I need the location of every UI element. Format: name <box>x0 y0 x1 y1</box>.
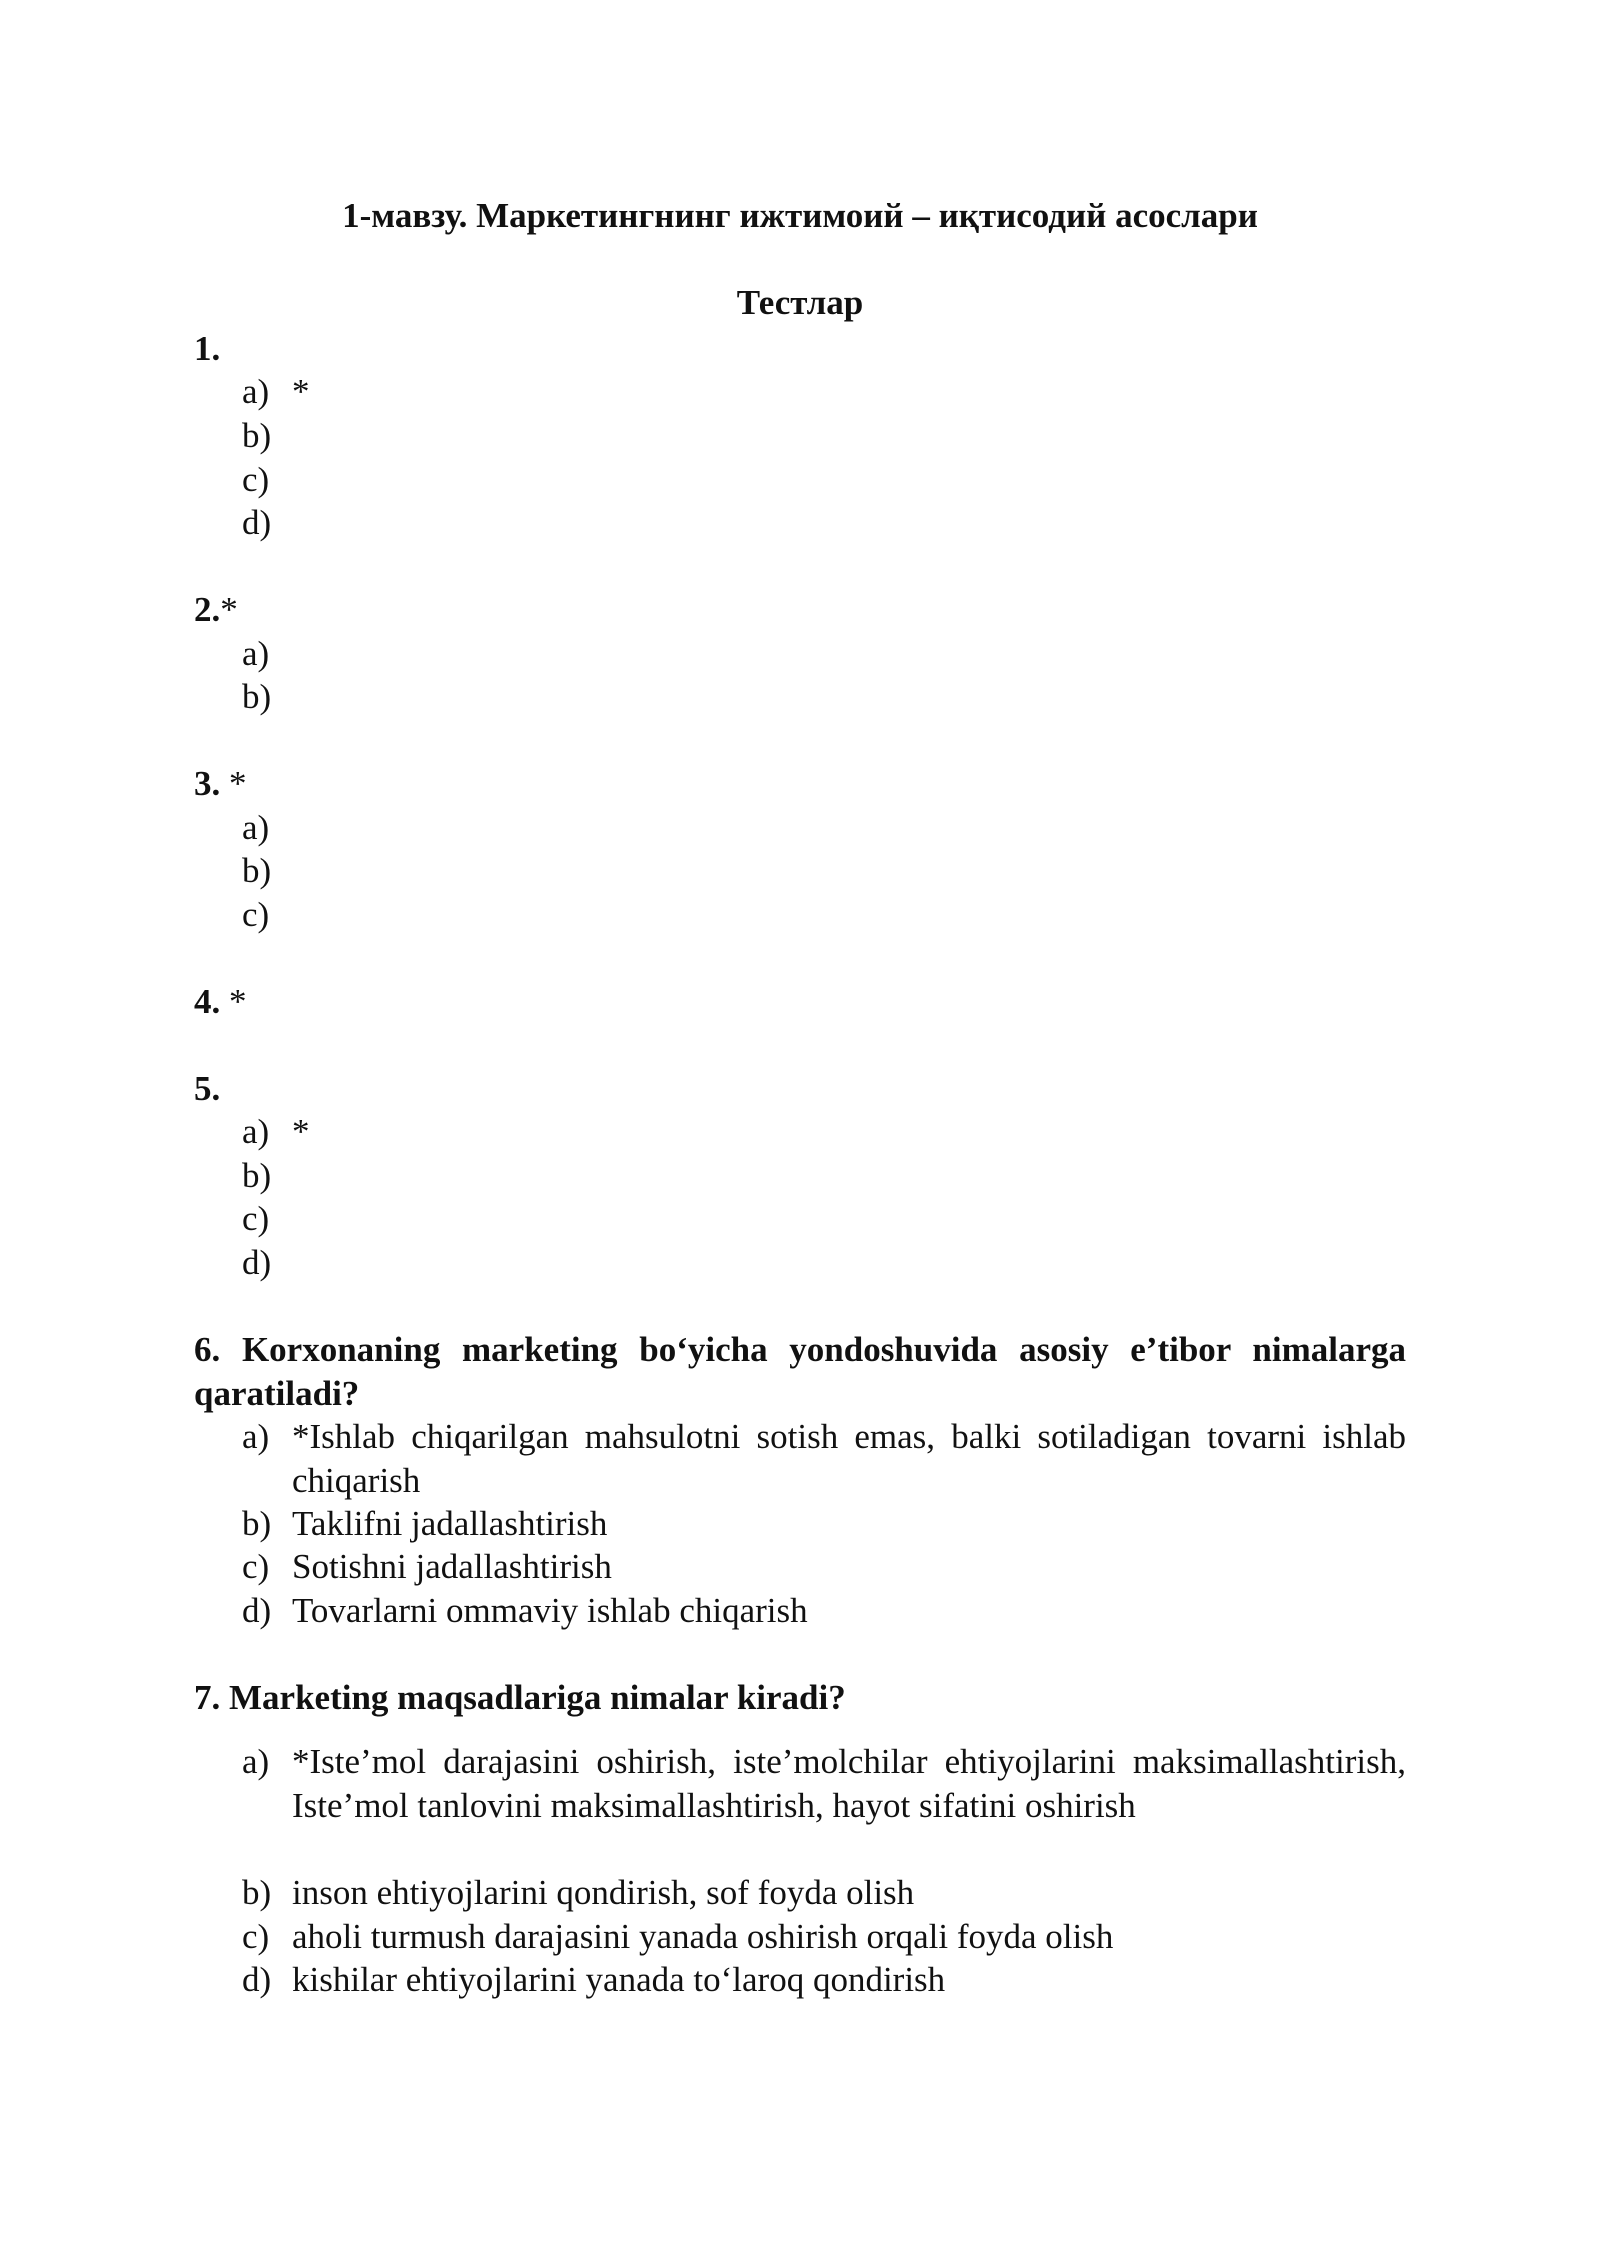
question-7-heading <box>194 1676 1406 1720</box>
question-7-option-b <box>242 1871 1406 1915</box>
question-6-option-d <box>242 1589 1406 1633</box>
question-6-heading <box>194 1328 1406 1416</box>
question-text: Korxonaning marketing bo‘yicha yondoshuvida asosiy e’tibor nimalarga qaratiladi? <box>194 1330 1406 1413</box>
option-label: a) <box>242 808 270 847</box>
option-label: b) <box>242 677 272 716</box>
option-text: *Ishlab chiqarilgan mahsulotni sotish emas, balki sotiladigan tovarni ishlab chiqarish <box>292 1417 1406 1500</box>
question-number: 2. <box>194 590 221 629</box>
question-text: Marketing maqsadlariga nimalar kiradi? <box>229 1678 846 1717</box>
option-label: d) <box>242 1591 272 1630</box>
option-label: d) <box>242 1243 272 1282</box>
option-label: c) <box>242 895 270 934</box>
option-label: d) <box>242 1960 272 1999</box>
question-4-heading <box>194 980 1406 1024</box>
question-7-option-d <box>242 1958 1406 2002</box>
option-label: c) <box>242 460 270 499</box>
option-text: *Iste’mol darajasini oshirish, iste’molchilar ehtiyojlarini maksimallashtirish, Iste’mol tanlovini maksimallashtirish, hayot sifatini oshirish <box>292 1742 1406 1825</box>
option-label: b) <box>242 1156 272 1195</box>
question-7-option-c <box>242 1915 1406 1959</box>
option-label: b) <box>242 851 272 890</box>
question-number: 7. <box>194 1678 221 1717</box>
option-label: a) <box>242 1742 270 1781</box>
option-text: Sotishni jadallashtirish <box>292 1547 612 1586</box>
option-text: kishilar ehtiyojlarini yanada to‘laroq qondirish <box>292 1960 946 1999</box>
question-5-option-a <box>242 1110 1406 1154</box>
option-label: b) <box>242 1504 272 1543</box>
option-label: b) <box>242 1873 272 1912</box>
question-7-option-a <box>242 1740 1406 1828</box>
question-number: 6. <box>194 1330 221 1369</box>
answer-marker: * <box>220 590 238 629</box>
question-number: 3. <box>194 764 221 803</box>
option-text: * <box>292 1112 310 1151</box>
option-label: c) <box>242 1547 270 1586</box>
option-text: Taklifni jadallashtirish <box>292 1504 608 1543</box>
question-2-heading <box>194 588 1406 632</box>
option-text: Tovarlarni ommaviy ishlab chiqarish <box>292 1591 808 1630</box>
question-number: 4. <box>194 982 221 1021</box>
question-6-option-a <box>242 1415 1406 1503</box>
option-label: c) <box>242 1917 270 1956</box>
option-label: c) <box>242 1199 270 1238</box>
option-label: d) <box>242 503 272 542</box>
answer-marker: * <box>229 982 247 1021</box>
option-text: inson ehtiyojlarini qondirish, sof foyda olish <box>292 1873 915 1912</box>
question-6-option-c <box>242 1545 1406 1589</box>
answer-marker: * <box>229 764 247 803</box>
option-label: a) <box>242 634 270 673</box>
option-text: aholi turmush darajasini yanada oshirish orqali foyda olish <box>292 1917 1114 1956</box>
question-number: 1. <box>194 329 221 368</box>
question-1-heading <box>194 327 1406 371</box>
document-title: 1-мавзу. Маркетингнинг ижтимоий – иқтисодий асослари <box>342 196 1258 235</box>
option-text: * <box>292 372 310 411</box>
option-label: a) <box>242 1112 270 1151</box>
question-3-heading <box>194 762 1406 806</box>
question-number: 5. <box>194 1069 221 1108</box>
question-6-option-b <box>242 1502 1406 1546</box>
option-label: b) <box>242 416 272 455</box>
section-title: Тестлар <box>736 283 864 322</box>
option-label: a) <box>242 1417 270 1456</box>
option-label: a) <box>242 372 270 411</box>
question-5-heading <box>194 1067 1406 1111</box>
question-1-option-a <box>242 370 1406 414</box>
